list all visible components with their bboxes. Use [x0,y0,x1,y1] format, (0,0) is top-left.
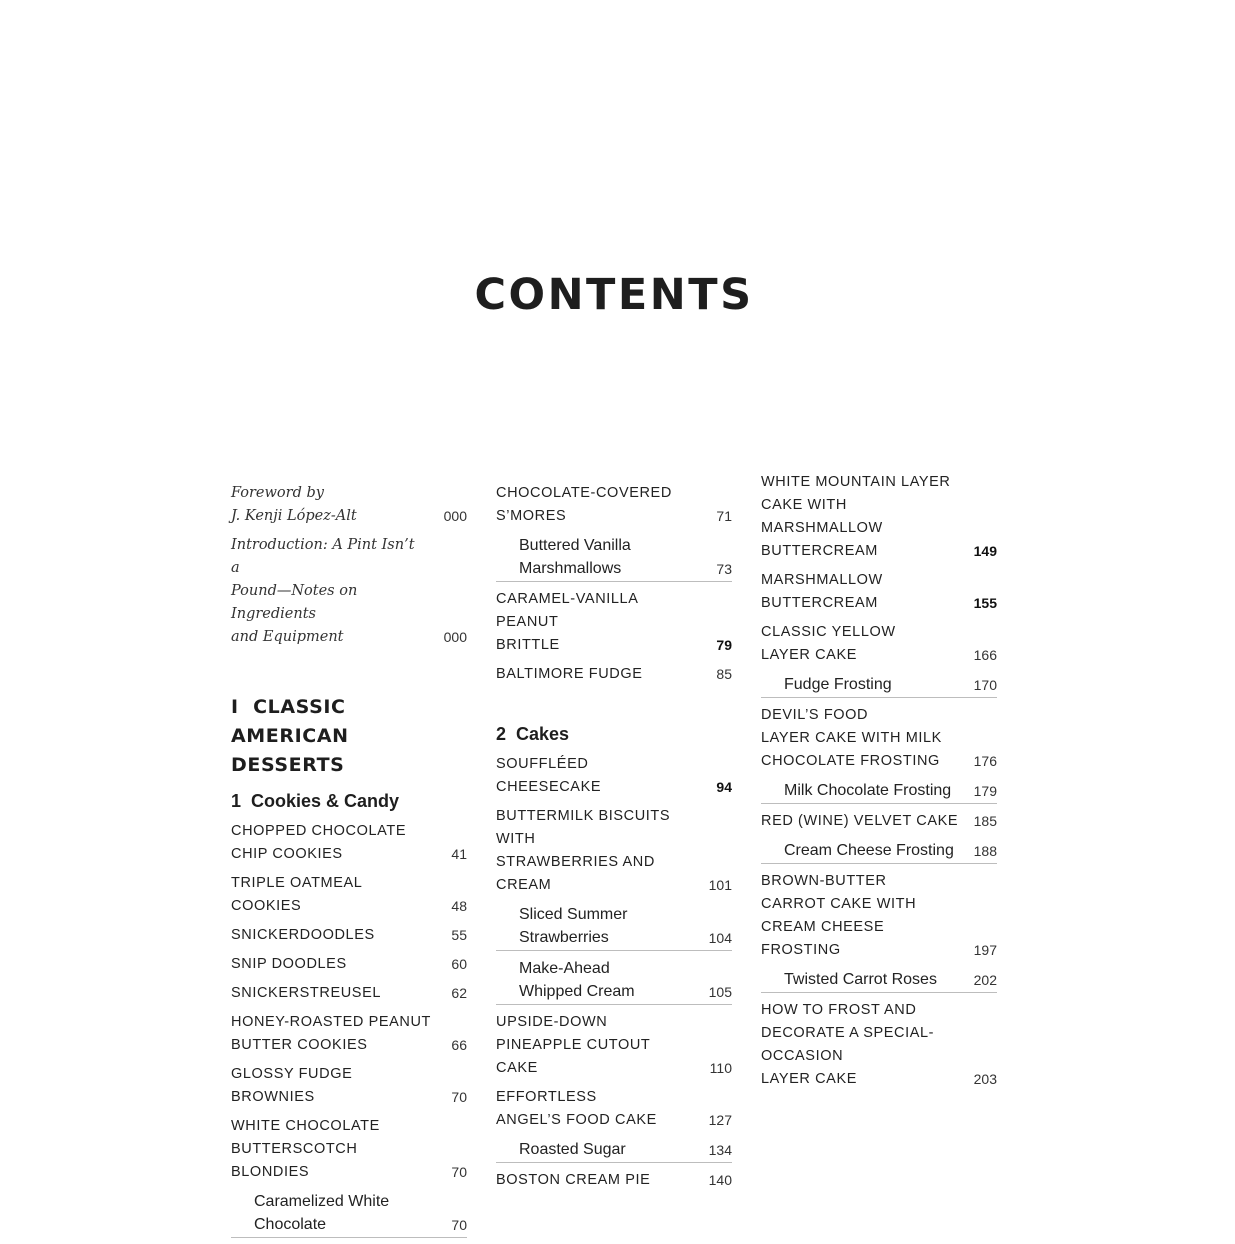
toc-entry-title: SNICKERSTREUSEL [231,985,382,1001]
chapter-1-entries [231,820,467,1238]
toc-entry [231,872,467,918]
toc-entry-page: 94 [716,779,732,795]
toc-entry-title: BOSTON CREAM PIE [496,1172,651,1188]
chapter-number: 1 [231,791,242,811]
toc-entry [761,968,997,993]
toc-entry-page: 70 [451,1164,467,1180]
toc-entry-title: Cream Cheese Frosting [784,842,954,859]
toc-entry-page: 179 [973,783,997,799]
toc-column-2 [496,482,732,1198]
toc-entry [496,805,732,897]
toc-entry [761,621,997,667]
toc-entry-page: 73 [716,561,732,577]
toc-entry-title: BROWN-BUTTER CARROT CAKE WITH CREAM CHEESE FROSTING [761,873,917,958]
toc-entry [761,673,997,698]
toc-entry-page: 149 [973,543,997,559]
toc-entry [231,953,467,976]
chapter-heading-cakes [496,721,732,747]
toc-entry-title: Buttered Vanilla Marshmallows [519,537,631,577]
chapter-title: Cakes [516,724,570,744]
chapter-2-entries [496,753,732,1192]
toc-entry-title: Twisted Carrot Roses [784,971,937,988]
toc-entry-page: 166 [973,647,997,663]
toc-column-3 [761,471,997,1097]
toc-entry-title: Introduction: A Pint Isn’t a Pound—Notes on Ingredients and Equipment [231,537,415,645]
toc-entry-title: HOW TO FROST AND DECORATE A SPECIAL-OCCASION LAYER CAKE [761,1002,935,1087]
toc-entry-title: EFFORTLESS ANGEL’S FOOD CAKE [496,1089,657,1128]
toc-entry-page: 79 [716,637,732,653]
toc-entry-page: 170 [973,677,997,693]
toc-entry-title: CARAMEL-VANILLA PEANUT BRITTLE [496,591,638,653]
toc-entry [231,982,467,1005]
toc-entry-page: 66 [451,1037,467,1053]
chapter-title: Cookies & Candy [251,791,400,811]
toc-entry-page: 185 [973,813,997,829]
toc-entry [761,870,997,962]
toc-entry-title: BALTIMORE FUDGE [496,666,643,682]
toc-entry [496,1086,732,1132]
toc-entry-title: CHOPPED CHOCOLATE CHIP COOKIES [231,823,407,862]
toc-entry-title: RED (WINE) VELVET CAKE [761,813,959,829]
toc-entry [496,1011,732,1080]
toc-entry-page: 85 [716,666,732,682]
toc-entry-title: BUTTERMILK BISCUITS WITH STRAWBERRIES AND CREAM [496,808,671,893]
toc-entry-page: 176 [973,753,997,769]
part-title: CLASSIC AMERICAN DESSERTS [231,696,349,776]
toc-entry-title: WHITE CHOCOLATE BUTTERSCOTCH BLONDIES [231,1118,380,1180]
toc-entry-title: Fudge Frosting [784,676,892,693]
toc-entry-page: 41 [451,846,467,862]
toc-entry [761,839,997,864]
toc-entry [231,1190,467,1238]
toc-entry-page: 000 [443,629,467,645]
toc-entry [496,534,732,582]
toc-entry-page: 110 [709,1060,732,1076]
toc-entry-title: Sliced Summer Strawberries [519,906,628,946]
toc-entry-page: 70 [451,1217,467,1233]
toc-entry-page: 134 [708,1142,732,1158]
toc-entry [761,999,997,1091]
toc-entry [231,820,467,866]
toc-entry-page: 71 [716,508,732,524]
toc-entry-page: 60 [451,956,467,972]
toc-entry-page: 203 [973,1071,997,1087]
toc-entry-page: 55 [451,927,467,943]
toc-entry [761,471,997,563]
toc-entry-page: 62 [451,985,467,1001]
toc-entry [496,903,732,951]
toc-entry-page: 70 [451,1089,467,1105]
page-title: CONTENTS [474,270,754,320]
toc-entry-title: UPSIDE-DOWN PINEAPPLE CUTOUT CAKE [496,1014,651,1076]
toc-entry-page: 140 [708,1172,732,1188]
toc-entry [231,482,467,528]
toc-entry-page: 202 [973,972,997,988]
toc-entry-title: DEVIL’S FOOD LAYER CAKE WITH MILK CHOCOLATE FROSTING [761,707,942,769]
toc-entry-page: 000 [443,508,467,524]
toc-entry [496,588,732,657]
toc-entry-title: SNICKERDOODLES [231,927,375,943]
toc-entry-page: 188 [973,843,997,859]
toc-entry [761,569,997,615]
toc-entry [231,1115,467,1184]
toc-entry [496,753,732,799]
toc-entry-title: Caramelized White Chocolate [254,1193,390,1233]
toc-entry-title: Foreword by J. Kenji López-Alt [231,485,357,524]
toc-column-1 [231,482,467,1244]
toc-entry [231,1063,467,1109]
toc-entry-title: SNIP DOODLES [231,956,347,972]
toc-entry [761,810,997,833]
toc-entry-title: SOUFFLÉED CHEESECAKE [496,756,602,795]
chapter-2-entries-continued [761,471,997,1091]
chapter-1-entries-continued [496,482,732,686]
toc-entry [496,663,732,686]
toc-entry-title: CLASSIC YELLOW LAYER CAKE [761,624,896,663]
toc-entry-title: Roasted Sugar [519,1141,626,1158]
toc-entry [761,779,997,804]
toc-entry-page: 127 [708,1112,732,1128]
toc-entry [496,1169,732,1192]
part-heading [231,693,467,780]
toc-entry-title: Milk Chocolate Frosting [784,782,952,799]
toc-entry-page: 197 [973,942,997,958]
chapter-heading-cookies [231,788,467,814]
toc-entry-page: 104 [708,930,732,946]
part-number: I [231,696,239,718]
toc-entry-title: CHOCOLATE-COVERED S’MORES [496,485,672,524]
toc-entry [761,704,997,773]
toc-entry-page: 155 [973,595,997,611]
toc-entry [496,482,732,528]
toc-entry-title: WHITE MOUNTAIN LAYER CAKE WITH MARSHMALLOW BUTTERCREAM [761,474,951,559]
toc-entry [496,1138,732,1163]
toc-entry-page: 48 [451,898,467,914]
toc-entry-title: MARSHMALLOW BUTTERCREAM [761,572,883,611]
toc-entry [231,534,467,649]
toc-entry-title: TRIPLE OATMEAL COOKIES [231,875,362,914]
toc-entry-title: HONEY-ROASTED PEANUT BUTTER COOKIES [231,1014,431,1053]
toc-entry-page: 101 [708,877,732,893]
toc-entry [231,924,467,947]
toc-entry-title: GLOSSY FUDGE BROWNIES [231,1066,353,1105]
toc-entry-page: 105 [708,984,732,1000]
toc-entry [496,957,732,1005]
toc-entry-title: Make-Ahead Whipped Cream [519,960,635,1000]
front-matter-list [231,482,467,649]
toc-entry [231,1011,467,1057]
chapter-number: 2 [496,724,507,744]
